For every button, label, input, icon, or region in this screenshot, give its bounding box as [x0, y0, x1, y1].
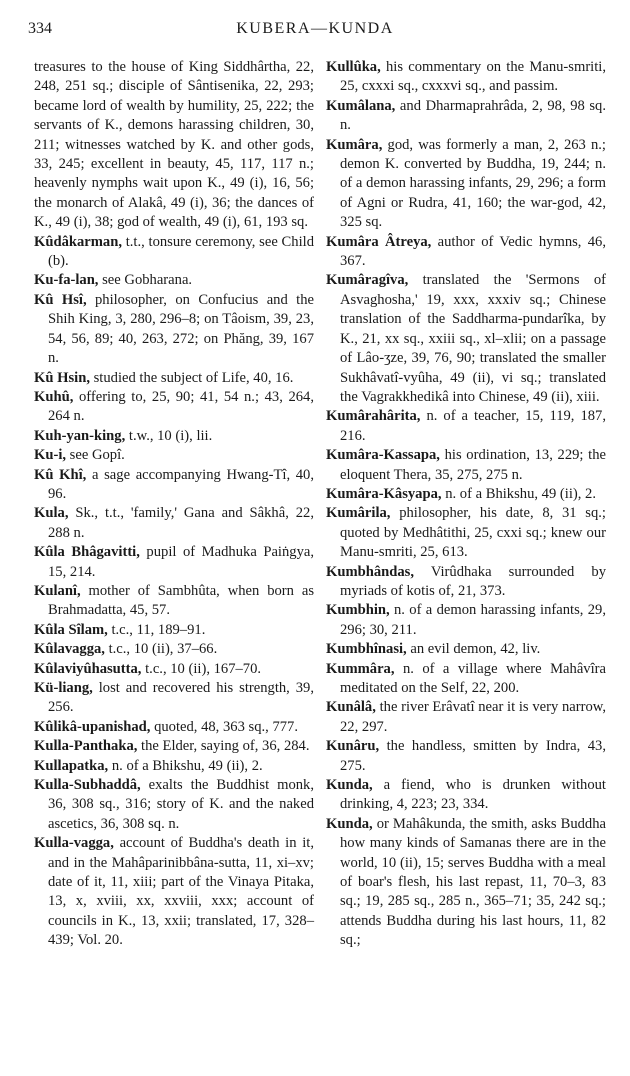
index-entry [326, 58, 606, 97]
entry-headword: Kumârila, [326, 505, 391, 522]
entry-headword: Kumbhînasi, [326, 641, 407, 658]
entry-text: quoted, 48, 363 sq., 777. [150, 718, 298, 735]
entry-headword: Kunda, [326, 815, 373, 832]
entry-headword: Kuhû, [34, 388, 74, 405]
entry-text: n. of a teacher, 15, 119, 187, 216. [340, 408, 606, 444]
entry-headword: Kummâra, [326, 660, 395, 677]
entry-headword: Kû Khî, [34, 466, 87, 483]
index-entry [326, 640, 606, 659]
entry-headword: Kulla-vagga, [34, 835, 114, 852]
entry-text: the handless, smitten by Indra, 43, 275. [340, 738, 606, 774]
index-entry [34, 543, 314, 582]
index-entry [34, 679, 314, 718]
index-entry [326, 504, 606, 562]
entry-headword: Ku-fa-lan, [34, 272, 99, 289]
index-entry [326, 563, 606, 602]
left-column [34, 58, 314, 951]
index-entry [34, 291, 314, 369]
entry-headword: Kûdâkarman, [34, 233, 122, 250]
entry-text: n. of a Bhikshu, 49 (ii), 2. [108, 757, 263, 774]
index-entry [326, 271, 606, 407]
entry-text: pupil of Madhuka Paiṅgya, 15, 214. [48, 544, 314, 580]
index-entry [34, 369, 314, 388]
entry-headword: Kumâra-Kassapa, [326, 447, 440, 464]
entry-headword: Kumâra Âtreya, [326, 233, 432, 250]
entry-text: his ordination, 13, 229; the eloquent Thera, 35, 275, 275 n. [340, 447, 606, 483]
entry-headword: Kunda, [326, 777, 373, 794]
index-entry [326, 698, 606, 737]
entry-headword: Kumâra, [326, 136, 383, 153]
entry-headword: Kumâra-Kâsyapa, [326, 485, 442, 502]
entry-headword: Kûla Sîlam, [34, 621, 108, 638]
entry-text: a sage accompanying Hwang-Tî, 40, 96. [48, 466, 314, 502]
index-entry [34, 834, 314, 950]
index-entry [326, 136, 606, 233]
entry-headword: Kumbhin, [326, 602, 390, 619]
index-entry [34, 504, 314, 543]
index-entry [34, 640, 314, 659]
entry-text: see Gopî. [66, 447, 125, 464]
entry-headword: Kumbhândas, [326, 563, 415, 580]
index-entry [34, 776, 314, 834]
entry-headword: Kumâlana, [326, 97, 396, 114]
entry-text: n. of a demon harassing infants, 29, 296; 30, 211. [340, 602, 606, 638]
entry-text: philosopher, on Confucius and the Shih King, 3, 280, 296–8; on Tâoism, 39, 23, 54, 56, 89; 40, 263, 272; on Phăng, 39, 167 n. [48, 291, 314, 367]
entry-text: mother of Sambhûta, when born as Brahmadatta, 45, 57. [48, 582, 314, 619]
index-entry [34, 388, 314, 427]
index-entry [34, 446, 314, 465]
entry-headword: Kü-liang, [34, 680, 93, 696]
entry-text: t.t., tonsure ceremony, see Child (b). [48, 233, 314, 270]
entry-headword: Kullûka, [326, 59, 381, 75]
entry-headword: Kû Hsin, [34, 369, 90, 386]
entry-text: Virûdhaka surrounded by myriads of kotis of, 21, 373. [340, 563, 606, 599]
entry-headword: Kula, [34, 505, 69, 522]
index-entry [34, 737, 314, 756]
index-entry [34, 466, 314, 505]
entry-text: a fiend, who is drunken without drinking, 4, 223; 23, 334. [340, 777, 606, 813]
entry-headword: Ku-i, [34, 447, 67, 464]
index-entry [34, 427, 314, 446]
entry-headword: Kû Hsî, [34, 291, 87, 308]
entry-headword: Kunâlâ, [326, 699, 376, 716]
right-column [326, 58, 606, 951]
entry-text: an evil demon, 42, liv. [406, 641, 541, 658]
index-entry [326, 407, 606, 446]
entry-text: translated the 'Sermons of Asvaghosha,' 19, xxx, xxxiv sq.; Chinese translation of the Saddharma-pundarîka, by K., 21, xx sq., xxiii sq., xl–xlii; on a passage of Lâo-ʒze, 39, 76, 90; translated the smaller Sukhâvatî-vyûha, 49 (ii), vi sq.; translated the Vagrakkhedikâ into Chinese, 49 (ii), xiii. [340, 272, 606, 405]
entry-headword: Kumârahârita, [326, 408, 421, 425]
entry-text: exalts the Buddhist monk, 36, 308 sq., 316; story of K. and the naked ascetics, 36, 308 sq. n. [48, 777, 314, 832]
entry-text: t.c., 11, 189–91. [107, 621, 206, 638]
entry-headword: Kulla-Subhaddâ, [34, 777, 141, 794]
entry-headword: Kûlaviyûhasutta, [34, 660, 142, 677]
entry-text: t.c., 10 (ii), 37–66. [104, 641, 218, 658]
running-head: KUBERA—KUNDA [236, 20, 394, 37]
entry-headword: Kulla-Panthaka, [34, 738, 138, 755]
entry-text: the river Erâvatî near it is very narrow, 22, 297. [340, 699, 606, 735]
index-entry [34, 582, 314, 621]
entry-text: treasures to the house of King Siddhârtha, 22, 248, 251 sq.; disciple of Sântisenika, 22, 293; became lord of wealth by humility, 25, 222; the servants of K., demons harassing children, 30, 211; witnesses watched by K. and other gods, 33, 245; excellent in beauty, 45, 117, 117 n.; heavenly nymphs wait upon K., 49 (i), 16, 56; the monarch of Alakâ, 49 (i), 36; the dances of K., 49 (i), 38; god of wealth, 49 (i), 61, 193 sq. [34, 59, 314, 231]
index-entry [326, 485, 606, 504]
entry-headword: Kûlavagga, [34, 641, 105, 658]
entry-text: t.w., 10 (i), lii. [125, 427, 213, 444]
index-entry [326, 815, 606, 951]
index-entry [326, 446, 606, 485]
entry-text: t.c., 10 (ii), 167–70. [141, 660, 262, 677]
entry-text: his commentary on the Manu-smriti, 25, cxxxi sq., cxxxvi sq., and passim. [340, 59, 606, 95]
entry-headword: Kumâragîva, [326, 272, 409, 289]
index-entry [326, 97, 606, 136]
entry-text: lost and recovered his strength, 39, 256. [48, 680, 314, 716]
entry-headword: Kulanî, [34, 582, 81, 599]
entry-text: and Dharmaprahrâda, 2, 98, 98 sq. n. [340, 97, 606, 134]
entry-headword: Kûla Bhâgavitti, [34, 544, 140, 561]
page-number: 334 [28, 20, 52, 37]
entry-text: offering to, 25, 90; 41, 54 n.; 43, 264, 264 n. [48, 388, 314, 425]
index-entry [326, 737, 606, 776]
entry-headword: Kûlikâ-upanishad, [34, 718, 151, 735]
index-entry [326, 776, 606, 815]
index-entry [326, 601, 606, 640]
entry-text: Sk., t.t., 'family,' Gana and Sâkhâ, 22, 288 n. [48, 505, 314, 541]
entry-headword: Kunâru, [326, 738, 380, 755]
entry-text: account of Buddha's death in it, and in the Mahâparinibbâna-sutta, 11, xi–xv; date of it, 11, xiii; part of the Vinaya Pitaka, 13, x, xviii, xx, xxviii, xxx; account of councils in K., 13, xxii; translated, 17, 328–439; Vol. 20. [48, 835, 314, 949]
entry-text: studied the subject of Life, 40, 16. [89, 369, 294, 386]
page-header [28, 20, 602, 44]
entry-headword: Kuh-yan-king, [34, 427, 126, 444]
entry-text: philosopher, his date, 8, 31 sq.; quoted by Medhâtithi, 25, cxxi sq.; knew our Manu-smriti, 25, 613. [340, 505, 606, 561]
index-entry [326, 660, 606, 699]
index-columns [34, 58, 606, 951]
index-entry [34, 271, 314, 290]
index-entry [34, 233, 314, 272]
entry-text: or Mahâkunda, the smith, asks Buddha how many kinds of Samanas there are in the world, 10 (ii), 15; serves Buddha with a meal of boar's flesh, his last repast, 11, 70–3, 83 sq.; 19, 285 sq., 285 n., 365–71; 35, 242 sq.; attends Buddha during his last hours, 11, 82 sq.; [340, 815, 606, 949]
index-entry [34, 660, 314, 679]
entry-text: n. of a Bhikshu, 49 (ii), 2. [441, 485, 596, 502]
entry-headword: Kullapatka, [34, 757, 109, 774]
index-entry [34, 621, 314, 640]
entry-text: n. of a village where Mahâvîra meditated on the Self, 22, 200. [340, 660, 606, 696]
index-entry [34, 718, 314, 737]
entry-text: god, was formerly a man, 2, 263 n.; demon K. converted by Buddha, 19, 244; n. of a demon harassing infants, 29, 296; a form of Agni or Rudra, 41, 160; the war-god, 42, 325 sq. [340, 136, 606, 231]
entry-text: author of Vedic hymns, 46, 367. [340, 233, 606, 270]
entry-text: the Elder, saying of, 36, 284. [137, 738, 310, 755]
index-entry [326, 233, 606, 272]
index-entry [34, 58, 314, 233]
entry-text: see Gobharana. [98, 272, 193, 289]
index-entry [34, 757, 314, 776]
